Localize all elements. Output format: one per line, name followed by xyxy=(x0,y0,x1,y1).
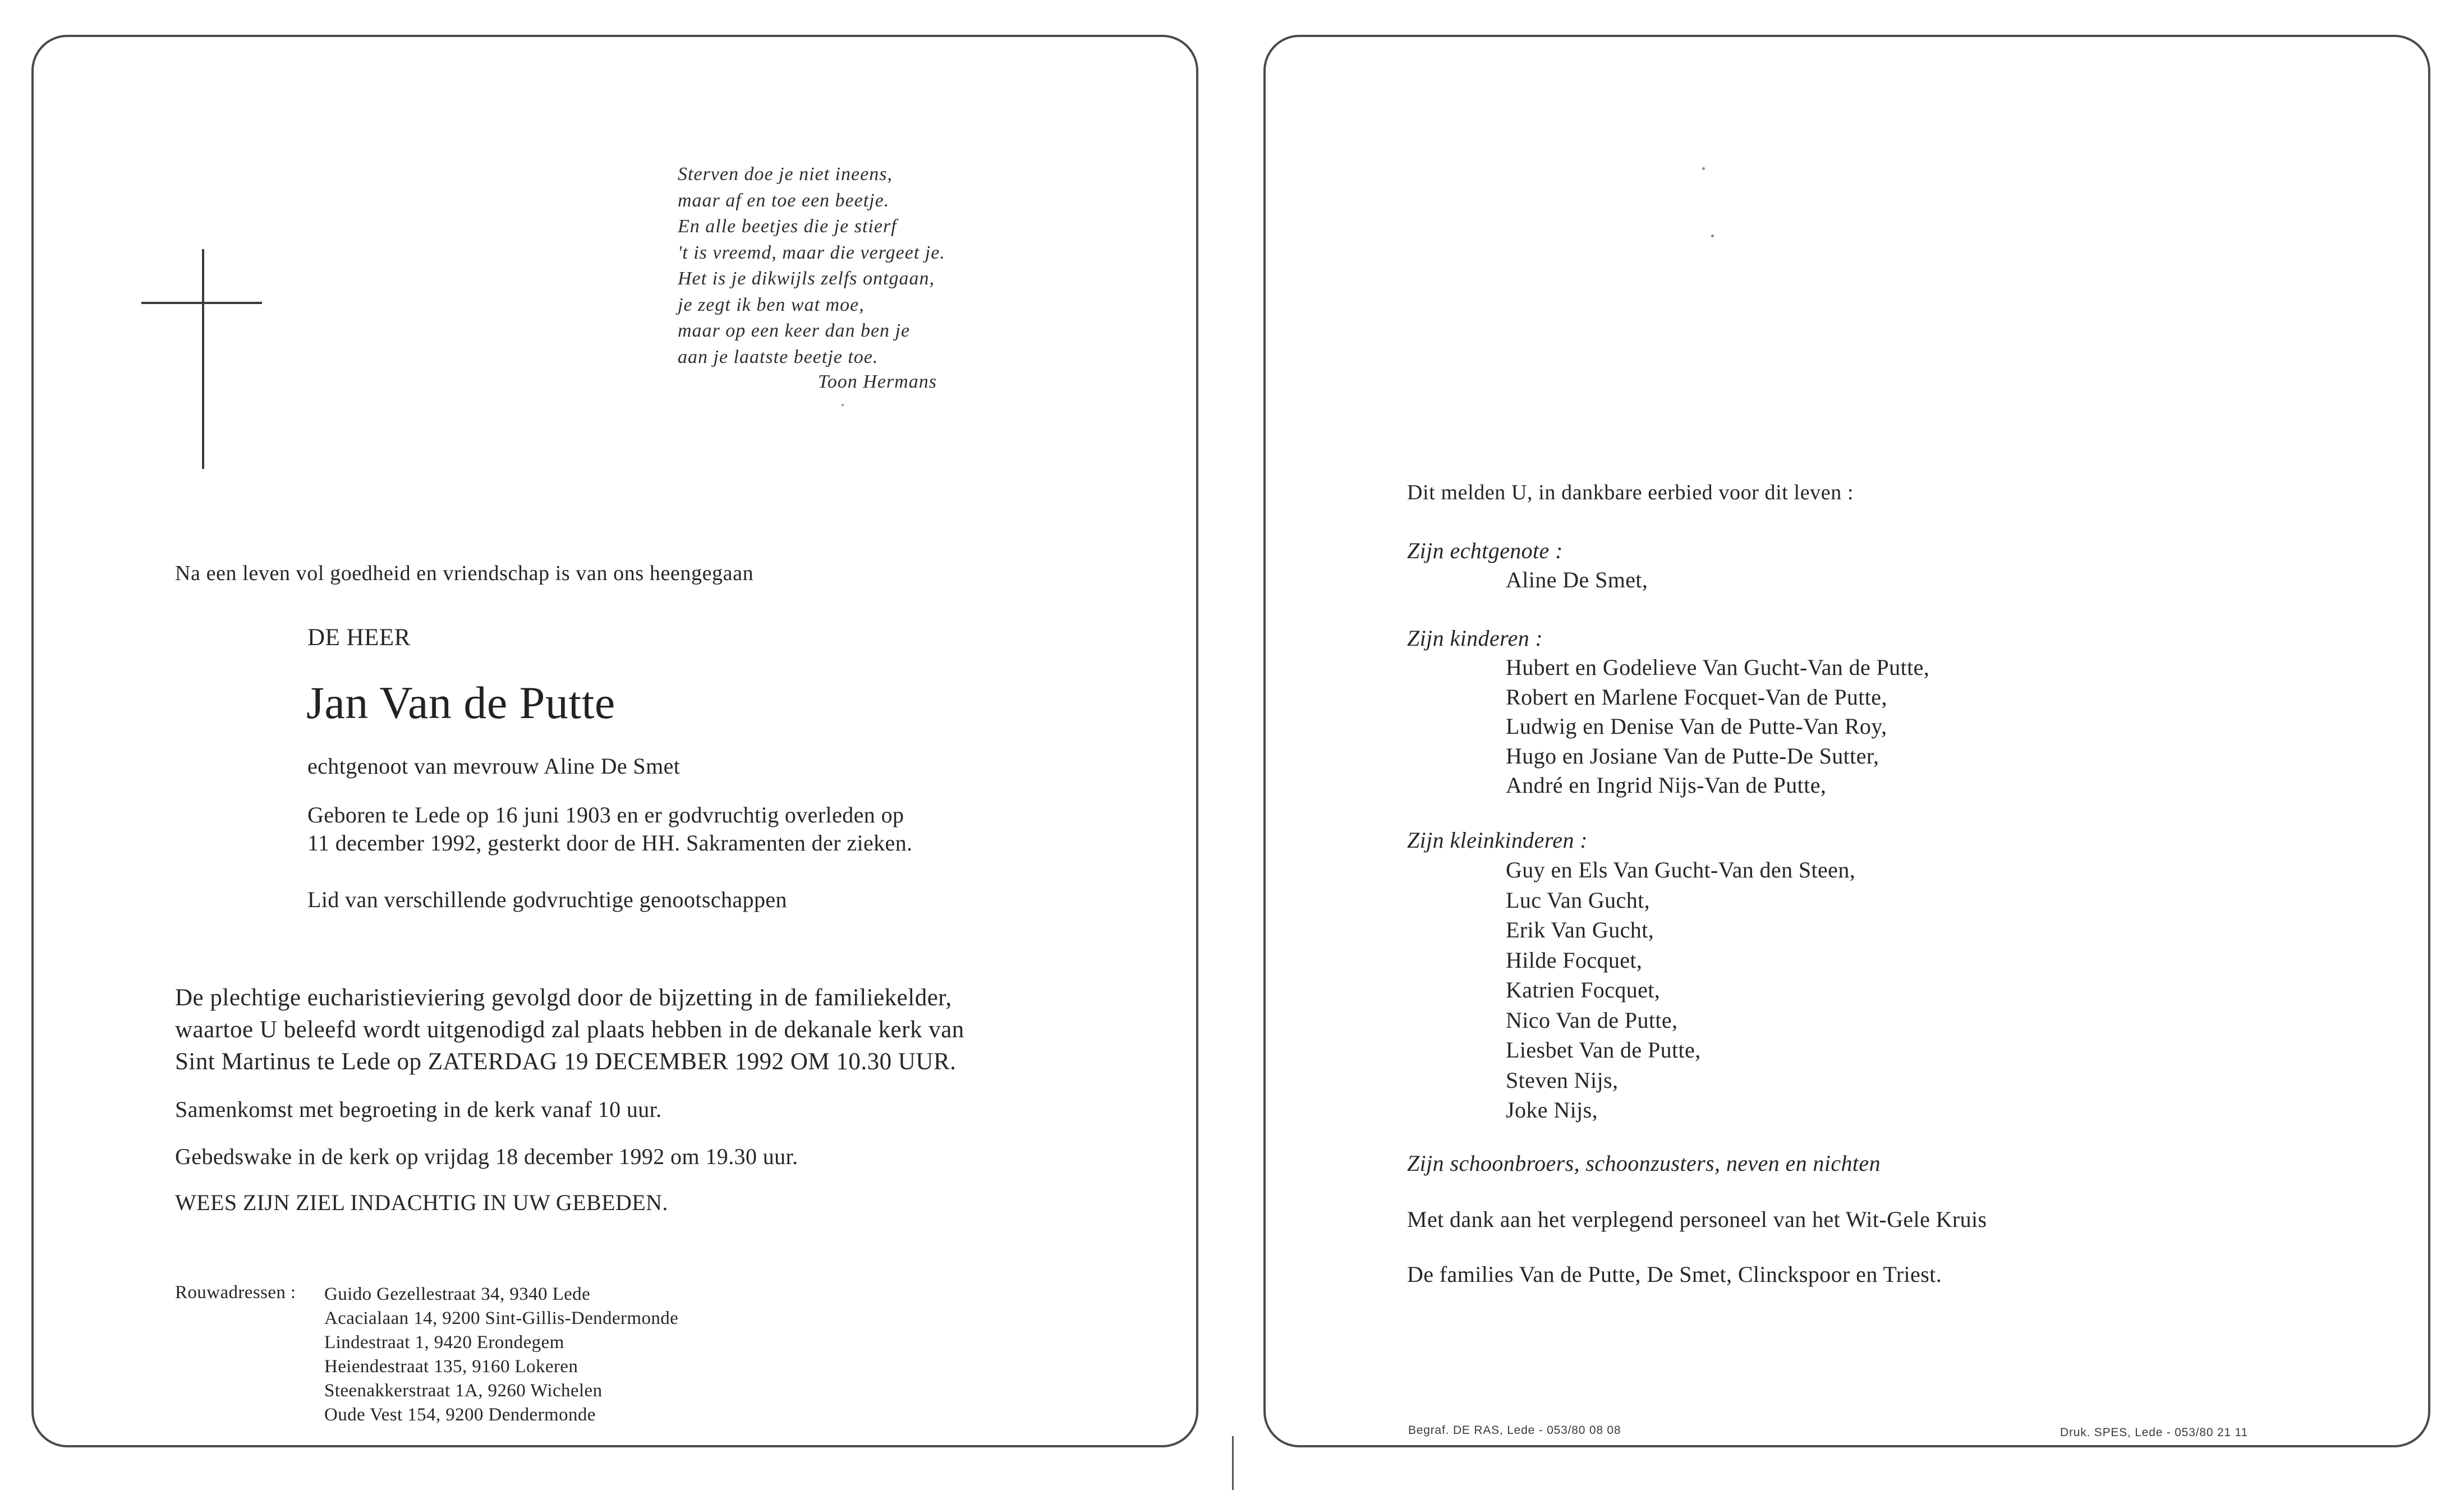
paper-speck xyxy=(842,404,844,406)
address-item: Lindestraat 1, 9420 Erondegem xyxy=(324,1332,564,1353)
poem-line: Sterven doe je niet ineens, xyxy=(678,164,893,185)
poem-line: maar op een keer dan ben je xyxy=(678,320,911,341)
deceased-title: DE HEER xyxy=(307,624,411,651)
ceremony-line: Sint Martinus te Lede op ZATERDAG 19 DECEMBER 1992 OM 10.30 UUR. xyxy=(175,1048,957,1075)
grandchildren-heading: Zijn kleinkinderen : xyxy=(1407,827,1588,853)
announcement-text: Dit melden U, in dankbare eerbied voor dit leven : xyxy=(1407,481,1854,504)
poem-line: maar af en toe een beetje. xyxy=(678,190,890,211)
child-item: Hugo en Josiane Van de Putte-De Sutter, xyxy=(1506,743,1879,769)
address-item: Heiendestraat 135, 9160 Lokeren xyxy=(324,1356,578,1377)
spouse-name: Aline De Smet, xyxy=(1506,567,1648,592)
spouse-heading: Zijn echtgenote : xyxy=(1407,538,1563,563)
poem-line: 't is vreemd, maar die vergeet je. xyxy=(678,242,945,263)
grandchild-item: Liesbet Van de Putte, xyxy=(1506,1037,1701,1063)
address-item: Steenakkerstraat 1A, 9260 Wichelen xyxy=(324,1381,603,1401)
cross-icon-horizontal xyxy=(141,302,262,304)
birth-death-line: Geboren te Lede op 16 juni 1903 en er godvruchtig overleden op xyxy=(307,802,904,827)
page-gutter-mark xyxy=(1232,1436,1234,1490)
vigil-text: Gebedswake in de kerk op vrijdag 18 december 1992 om 19.30 uur. xyxy=(175,1144,798,1169)
child-item: Hubert en Godelieve Van Gucht-Van de Putte, xyxy=(1506,655,1930,680)
grandchild-item: Katrien Focquet, xyxy=(1506,977,1661,1002)
poem-line: En alle beetjes die je stierf xyxy=(678,216,897,237)
deceased-name: Jan Van de Putte xyxy=(306,677,615,728)
poem-line: aan je laatste beetje toe. xyxy=(678,346,879,367)
child-item: Robert en Marlene Focquet-Van de Putte, xyxy=(1506,684,1887,710)
address-item: Acacialaan 14, 9200 Sint-Gillis-Dendermonde xyxy=(324,1308,679,1328)
cross-icon-vertical xyxy=(202,249,204,469)
grandchild-item: Steven Nijs, xyxy=(1506,1067,1619,1093)
intro-text: Na een leven vol goedheid en vriendschap is van ons heengegaan xyxy=(175,562,754,585)
address-item: Oude Vest 154, 9200 Dendermonde xyxy=(324,1405,596,1425)
birth-death-line: 11 december 1992, gesterkt door de HH. Sakramenten der zieken. xyxy=(307,830,913,856)
address-item: Guido Gezellestraat 34, 9340 Lede xyxy=(324,1284,591,1304)
left-card xyxy=(31,35,1198,1447)
child-item: André en Ingrid Nijs-Van de Putte, xyxy=(1506,772,1827,798)
spouse-line: echtgenoot van mevrouw Aline De Smet xyxy=(307,753,681,779)
grandchild-item: Guy en Els Van Gucht-Van den Steen, xyxy=(1506,857,1856,882)
grandchildren-list xyxy=(1506,855,1855,1125)
poem-line: je zegt ik ben wat moe, xyxy=(678,294,865,315)
printer-footer: Druk. SPES, Lede - 053/80 21 11 xyxy=(2060,1426,2248,1439)
prayer-request: WEES ZIJN ZIEL INDACHTIG IN UW GEBEDEN. xyxy=(175,1190,668,1215)
grandchild-item: Joke Nijs, xyxy=(1506,1097,1598,1123)
child-item: Ludwig en Denise Van de Putte-Van Roy, xyxy=(1506,714,1887,739)
thanks-line: Met dank aan het verplegend personeel van het Wit-Gele Kruis xyxy=(1407,1207,1987,1232)
grandchild-item: Hilde Focquet, xyxy=(1506,947,1643,973)
poem-line: Het is je dikwijls zelfs ontgaan, xyxy=(678,268,935,289)
ceremony-line: waartoe U beleefd wordt uitgenodigd zal plaats hebben in de dekanale kerk van xyxy=(175,1017,964,1043)
grandchild-item: Luc Van Gucht, xyxy=(1506,887,1651,913)
ceremony-line: De plechtige eucharistieviering gevolgd door de bijzetting in de familiekelder, xyxy=(175,985,952,1011)
in-laws-line: Zijn schoonbroers, schoonzusters, neven en nichten xyxy=(1407,1151,1881,1176)
birth-death-text xyxy=(307,801,913,857)
paper-speck xyxy=(1702,167,1705,170)
children-list xyxy=(1506,653,1929,801)
addresses-label: Rouwadressen : xyxy=(175,1282,296,1303)
poem xyxy=(678,162,945,370)
grandchild-item: Erik Van Gucht, xyxy=(1506,917,1654,942)
funeral-home-footer: Begraf. DE RAS, Lede - 053/80 08 08 xyxy=(1408,1424,1621,1437)
gathering-text: Samenkomst met begroeting in de kerk vanaf 10 uur. xyxy=(175,1097,662,1122)
families-line: De families Van de Putte, De Smet, Clinckspoor en Triest. xyxy=(1407,1262,1942,1287)
membership-text: Lid van verschillende godvruchtige genootschappen xyxy=(307,887,787,912)
children-heading: Zijn kinderen : xyxy=(1407,626,1543,651)
addresses-list xyxy=(324,1282,678,1427)
ceremony-text xyxy=(175,982,964,1078)
grandchild-item: Nico Van de Putte, xyxy=(1506,1007,1678,1033)
poem-author: Toon Hermans xyxy=(818,371,937,392)
paper-speck xyxy=(1711,234,1714,237)
